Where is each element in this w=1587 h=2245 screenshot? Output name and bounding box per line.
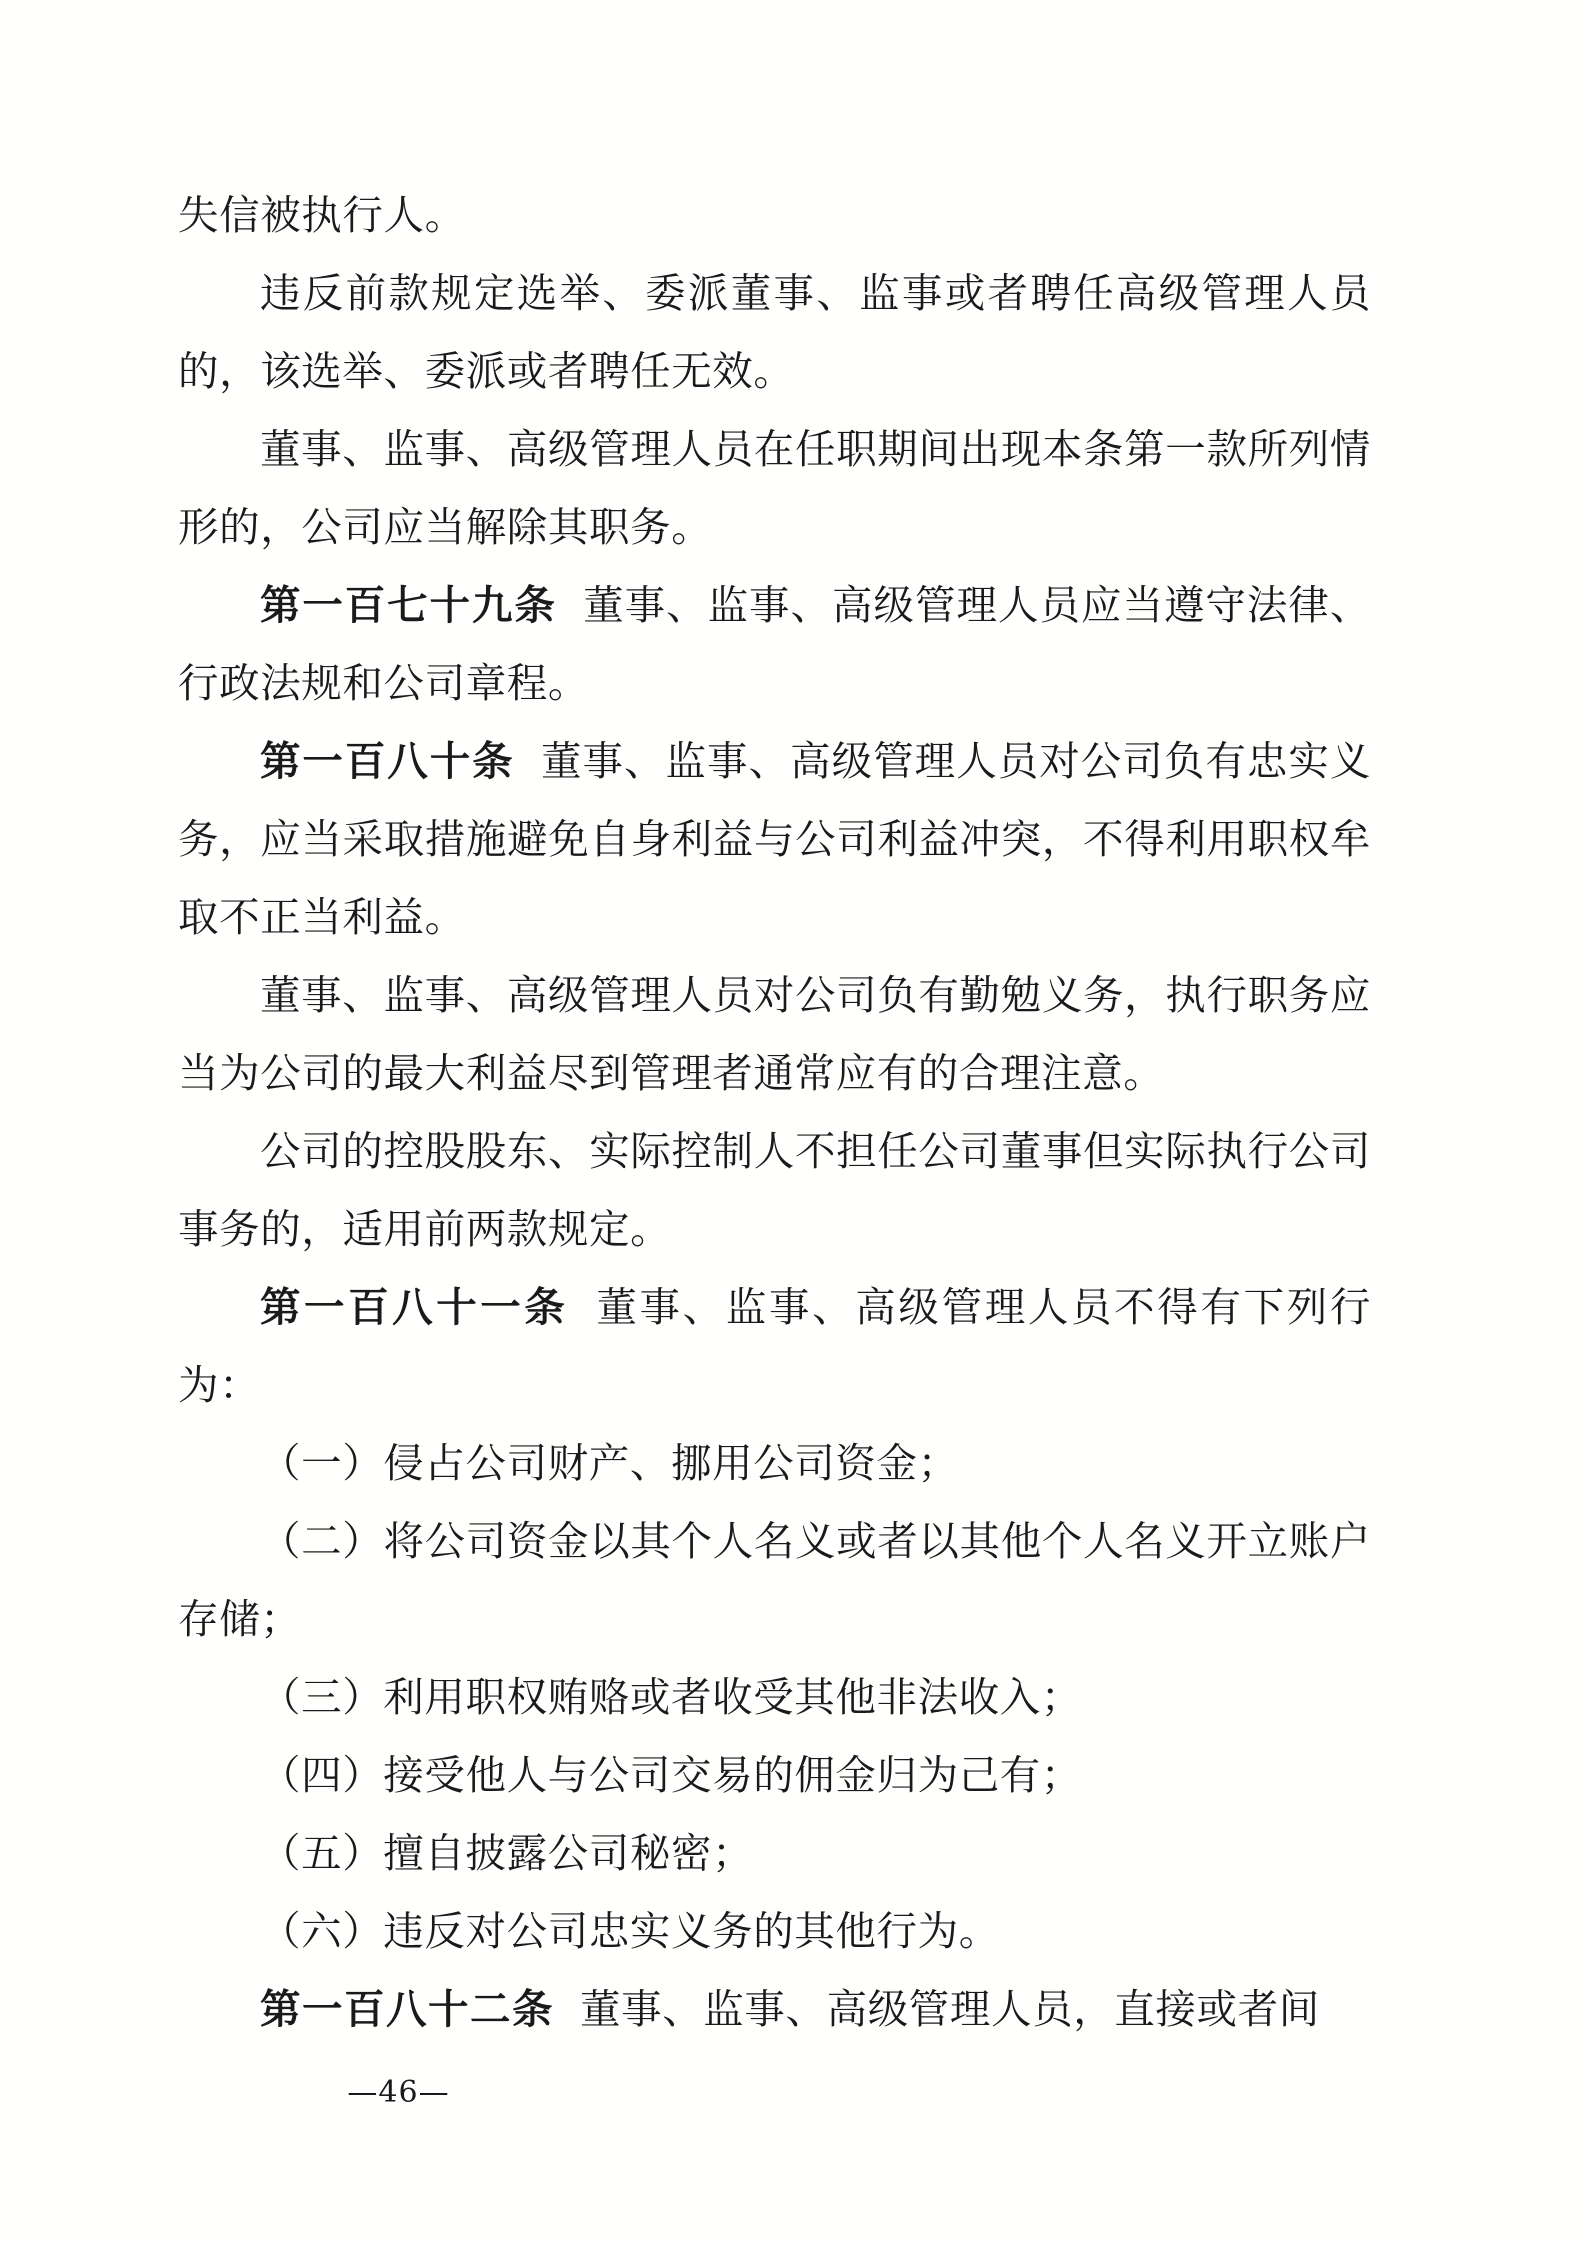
paragraph-text: 失信被执行人。: [178, 191, 466, 239]
paragraph-text: 董事、监事、高级管理人员应当遵守法律、行政法规和公司章程。: [178, 581, 1371, 707]
paragraph-election-invalid: [178, 254, 1371, 410]
list-item-2: [178, 1502, 1371, 1658]
article-label: 第一百八十条: [260, 737, 515, 785]
article-label: 第一百八十一条: [260, 1283, 569, 1331]
paragraph-text: （一）侵占公司财产、挪用公司资金；: [260, 1439, 959, 1487]
paragraph-text: 违反前款规定选举、委派董事、监事或者聘任高级管理人员的，该选举、委派或者聘任无效。: [178, 269, 1371, 395]
list-item-1: [178, 1424, 1371, 1502]
paragraph-text: 董事、监事、高级管理人员，直接或者间: [580, 1985, 1320, 2033]
paragraph-text: 公司的控股股东、实际控制人不担任公司董事但实际执行公司事务的，适用前两款规定。: [178, 1127, 1371, 1253]
page-body-text: [178, 176, 1371, 2048]
article-label: 第一百八十二条: [260, 1985, 554, 2033]
paragraph-text: 董事、监事、高级管理人员不得有下列行为：: [178, 1283, 1371, 1409]
page-footer: [0, 2075, 1587, 2110]
paragraph-remove-duty: [178, 410, 1371, 566]
list-item-6: [178, 1892, 1371, 1970]
paragraph-text: 董事、监事、高级管理人员对公司负有勤勉义务，执行职务应当为公司的最大利益尽到管理者通常应有的合理注意。: [178, 971, 1371, 1097]
list-item-4: [178, 1736, 1371, 1814]
paragraph-article-181: [178, 1268, 1371, 1424]
article-label: 第一百七十九条: [260, 581, 557, 629]
paragraph-article-180: [178, 722, 1371, 956]
paragraph-180-controlling: [178, 1112, 1371, 1268]
paragraph-article-182: [178, 1970, 1371, 2048]
paragraph-article-179: [178, 566, 1371, 722]
list-item-5: [178, 1814, 1371, 1892]
list-item-3: [178, 1658, 1371, 1736]
paragraph-text: 董事、监事、高级管理人员在任职期间出现本条第一款所列情形的，公司应当解除其职务。: [178, 425, 1371, 551]
paragraph-text: （六）违反对公司忠实义务的其他行为。: [260, 1907, 1000, 1955]
paragraph-text: （四）接受他人与公司交易的佣金归为己有；: [260, 1751, 1082, 1799]
paragraph-continuation: [178, 176, 1371, 254]
paragraph-text: （五）擅自披露公司秘密；: [260, 1829, 754, 1877]
paragraph-text: 董事、监事、高级管理人员对公司负有忠实义务，应当采取措施避免自身利益与公司利益冲突，不得利用职权牟取不正当利益。: [178, 737, 1372, 941]
paragraph-text: （二）将公司资金以其个人名义或者以其他个人名义开立账户存储；: [178, 1517, 1371, 1643]
paragraph-180-diligence: [178, 956, 1371, 1112]
paragraph-text: （三）利用职权贿赂或者收受其他非法收入；: [260, 1673, 1082, 1721]
page-number: —46—: [347, 2075, 450, 2110]
